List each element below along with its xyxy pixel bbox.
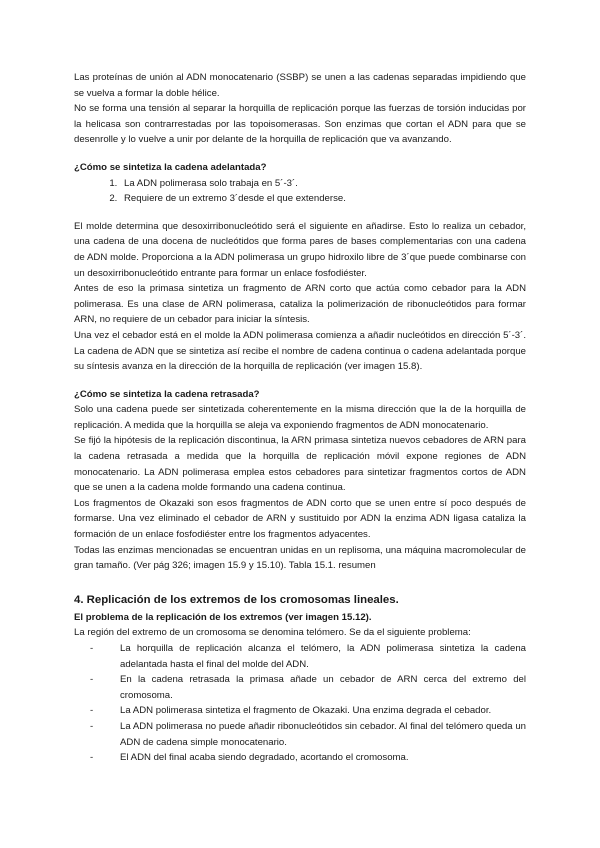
list-item (74, 703, 526, 719)
dash-bullet: - (90, 705, 94, 717)
section-heading: 4. Replicación de los extremos de los cromosomas lineales. (74, 593, 399, 606)
section-subheading: El problema de la replicación de los extremos (ver imagen 15.12). (74, 611, 372, 623)
list-item-text: La ADN polimerasa sintetiza el fragmento de Okazaki. Una enzima degrada el cebador. (120, 705, 492, 717)
spacer (74, 375, 526, 387)
list-item-text: El ADN del final acaba siendo degradado, acortando el cromosoma. (120, 752, 409, 764)
spacer (74, 574, 526, 586)
dash-bullet: - (90, 674, 94, 686)
paragraph-topoisomerases: No se forma una tensión al separar la horquilla de replicación porque las fuerzas de torsión inducidas por la helicasa son contrarrestadas por las topoisomerasas. Son enzimas que cortan el ADN para que se desenrolle y lo vuelve a unir por delante de la horquilla de replicación que va avanzando. (74, 103, 526, 146)
dash-bullet: - (90, 720, 94, 732)
list-item-text: La horquilla de replicación alcanza el telómero, la ADN polimerasa sintetiza la cadena adelantada hasta el final del molde del ADN. (120, 643, 526, 670)
list-item (74, 641, 526, 672)
leading-strand-list (74, 176, 526, 207)
list-item (74, 672, 526, 703)
list-item-text: La ADN polimerasa no puede añadir ribonucleótidos sin cebador. Al final del telómero queda un ADN de cadena simple monocatenario. (120, 720, 526, 748)
list-item (74, 719, 526, 750)
paragraph-discontinuous: Se fijó la hipótesis de la replicación discontinua, la ARN primasa sintetiza nuevos cebadores de ARN para la cadena retrasada a medida que la horquilla de replicación móvil expone regiones de ADN monocatenario. La ADN polimerasa emplea estos cebadores para sintetizar fragmentos cortos de ADN que se unen a la cadena molde formando una cadena continua. (74, 435, 526, 494)
lagging-strand-question: ¿Cómo se sintetiza la cadena retrasada? (74, 388, 260, 400)
list-item-text: En la cadena retrasada la primasa añade un cebador de ARN cerca del extremo del cromosoma. (120, 674, 526, 701)
list-item (74, 750, 526, 766)
spacer (74, 148, 526, 160)
telomere-problem-list (74, 641, 526, 766)
spacer (74, 207, 526, 219)
dash-bullet: - (90, 643, 94, 654)
paragraph-replisome: Todas las enzimas mencionadas se encuentran unidas en un replisoma, una máquina macromolecular de gran tamaño. (Ver pág 326; imagen 15.9 y 15.10). Tabla 15.1. resumen (74, 544, 526, 572)
leading-strand-question: ¿Cómo se sintetiza la cadena adelantada? (74, 161, 267, 173)
dash-bullet: - (90, 752, 94, 764)
paragraph-okazaki: Los fragmentos de Okazaki son esos fragmentos de ADN corto que se unen entre sí poco después de formarse. Una vez eliminado el cebador de ARN y sustituido por ADN la enzima ADN ligasa cataliza la formación de un enlace fosfodiéster entre los fragmentos adyacentes. (74, 497, 526, 541)
paragraph-leading-strand: Una vez el cebador está en el molde la ADN polimerasa comienza a añadir nucleótidos en dirección 5´-3´. La cadena de ADN que se sintetiza así recibe el nombre de cadena continua o cadena adelantada porque su síntesis avanza en la dirección de la horquilla de replicación (ver imagen 15.8). (74, 329, 526, 373)
list-item: 1. La ADN polimerasa solo trabaja en 5´-3´. (120, 176, 526, 192)
list-item: 2. Requiere de un extremo 3´desde el que extenderse. (120, 191, 526, 207)
paragraph-template-primer: El molde determina que desoxirribonucleótido será el siguiente en añadirse. Esto lo realiza un cebador, una cadena de una docena de nucleótidos que forma pares de bases complementarias con una cadena de ADN molde. Proporciona a la ADN polimerasa un grupo hidroxilo libre de 3´que puede combinarse con un desoxirribonucleótido entrante para formar un enlace fosfodiéster. (74, 220, 526, 279)
page-content (74, 70, 526, 766)
paragraph-single-strand: Solo una cadena puede ser sintetizada coherentemente en la misma dirección que la de la horquilla de replicación. A medida que la horquilla se aleja va exponiendo fragmentos de ADN monocatenario. (74, 404, 526, 431)
paragraph-primase: Antes de eso la primasa sintetiza un fragmento de ARN corto que actúa como cebador para la ADN polimerasa. Es una clase de ARN polimerasa, cataliza la polimerización de ribonucleótidos para formar ARN, no requiere de un cebador para iniciar la síntesis. (74, 283, 526, 326)
paragraph-telomere-intro: La región del extremo de un cromosoma se denomina telómero. Se da el siguiente problema: (74, 627, 471, 639)
paragraph-ssbp: Las proteínas de unión al ADN monocatenario (SSBP) se unen a las cadenas separadas impidiendo que se vuelva a formar la doble hélice. (74, 72, 526, 99)
